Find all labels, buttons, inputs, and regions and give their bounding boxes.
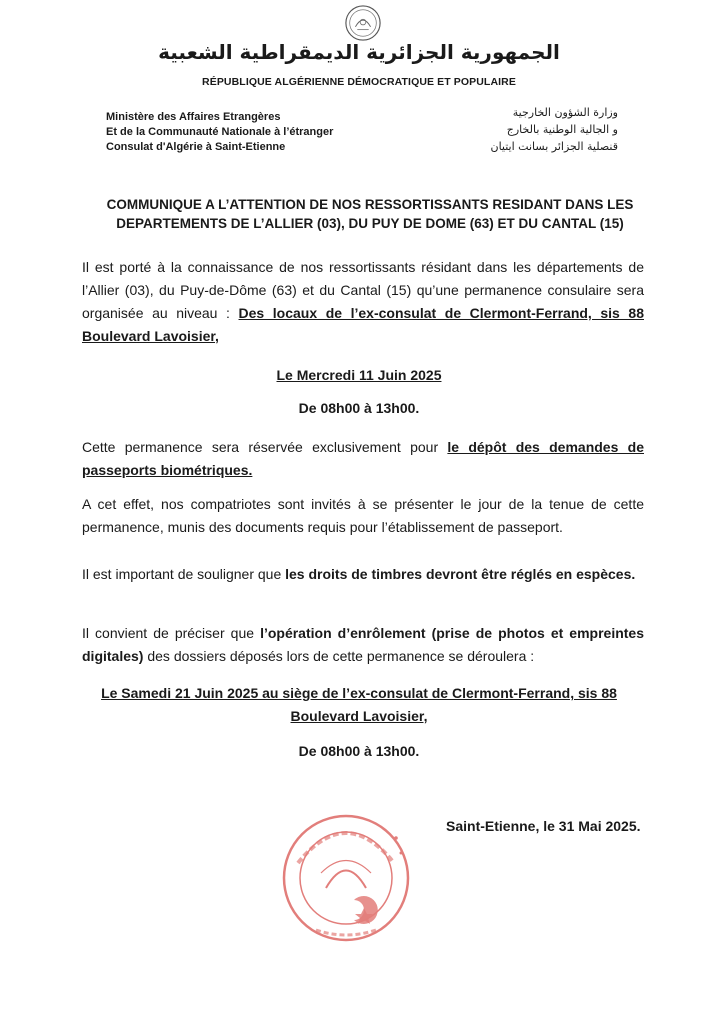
paragraph-fees: [82, 563, 644, 586]
ministry-fr-line: Ministère des Affaires Etrangères: [106, 111, 281, 123]
ministry-fr-line: Consulat d'Algérie à Saint-Etienne: [106, 141, 286, 153]
paragraph-text: Il est porté à la connaissance de nos ressortissants résidant dans les départements de l’Allier (03), du Puy-de-Dôme (63) et du Cantal (15) qu’une permanence consulaire sera organisée au niveau :: [82, 259, 644, 321]
hours-first-text: De 08h00 à 13h00.: [298, 400, 420, 416]
algerian-emblem-icon: [344, 4, 382, 42]
date-first-text: Le Mercredi 11 Juin 2025: [276, 367, 442, 383]
date-first: [0, 364, 718, 387]
ministry-block-fr: [106, 110, 333, 155]
paragraph-documents: [82, 493, 644, 539]
date-second-text: Boulevard Lavoisier,: [290, 708, 428, 724]
communique-line: COMMUNIQUE A L’ATTENTION DE NOS RESSORTISSANTS RESIDANT DANS LES: [106, 197, 634, 212]
date-second-text: Le Samedi 21 Juin 2025 au siège de l’ex-consulat de Clermont-Ferrand, sis 88: [101, 685, 617, 701]
hours-second-text: De 08h00 à 13h00.: [298, 743, 420, 759]
communique-line: DEPARTEMENTS DE L’ALLIER (03), DU PUY DE DOME (63) ET DU CANTAL (15): [116, 216, 624, 231]
enrollment-text: l’opération d’enrôlement (prise de photos et empreintes digitales): [82, 625, 645, 664]
hours-second: [0, 740, 718, 763]
signature-place-date: Saint-Etienne, le 31 Mai 2025.: [446, 818, 641, 834]
ministry-ar-line: قنصلية الجزائر بسانت ايتيان: [490, 140, 618, 153]
fees-text: les droits de timbres devront être réglés en espèces.: [285, 566, 636, 582]
ministry-block-ar: [490, 104, 618, 155]
paragraph-enrollment: [82, 622, 644, 668]
paragraph-text: Cette permanence sera réservée exclusivement pour: [82, 439, 448, 455]
paragraph-text: Il convient de préciser que: [82, 625, 261, 641]
communique-title: [80, 195, 660, 233]
header-arabic-title: الجمهورية الجزائرية الديمقراطية الشعبية: [158, 40, 560, 64]
purpose-text: le dépôt des demandes de passeports biométriques.: [82, 439, 644, 478]
ministry-ar-line: و الجالية الوطنية بالخارج: [506, 123, 618, 136]
hours-first: [0, 397, 718, 420]
ministry-fr-line: Et de la Communauté Nationale à l’étranger: [106, 126, 334, 138]
header-french-title: RÉPUBLIQUE ALGÉRIENNE DÉMOCRATIQUE ET POPULAIRE: [202, 76, 516, 88]
date-second-cont: [0, 705, 718, 728]
paragraph-purpose: [82, 436, 644, 482]
paragraph-text: A cet effet, nos compatriotes sont invités à se présenter le jour de la tenue de cette permanence, munis des documents requis pour l’établissement de passeport.: [82, 496, 644, 535]
date-second: [0, 682, 718, 705]
paragraph-text: Il est important de souligner que: [82, 566, 286, 582]
consulate-stamp-icon: [276, 808, 416, 948]
ministry-ar-line: وزارة الشؤون الخارجية: [512, 106, 618, 119]
location-text: Des locaux de l’ex-consulat de Clermont-Ferrand, sis 88 Boulevard Lavoisier,: [82, 305, 644, 344]
paragraph-announcement: [82, 256, 644, 348]
paragraph-text: des dossiers déposés lors de cette permanence se déroulera :: [143, 648, 535, 664]
